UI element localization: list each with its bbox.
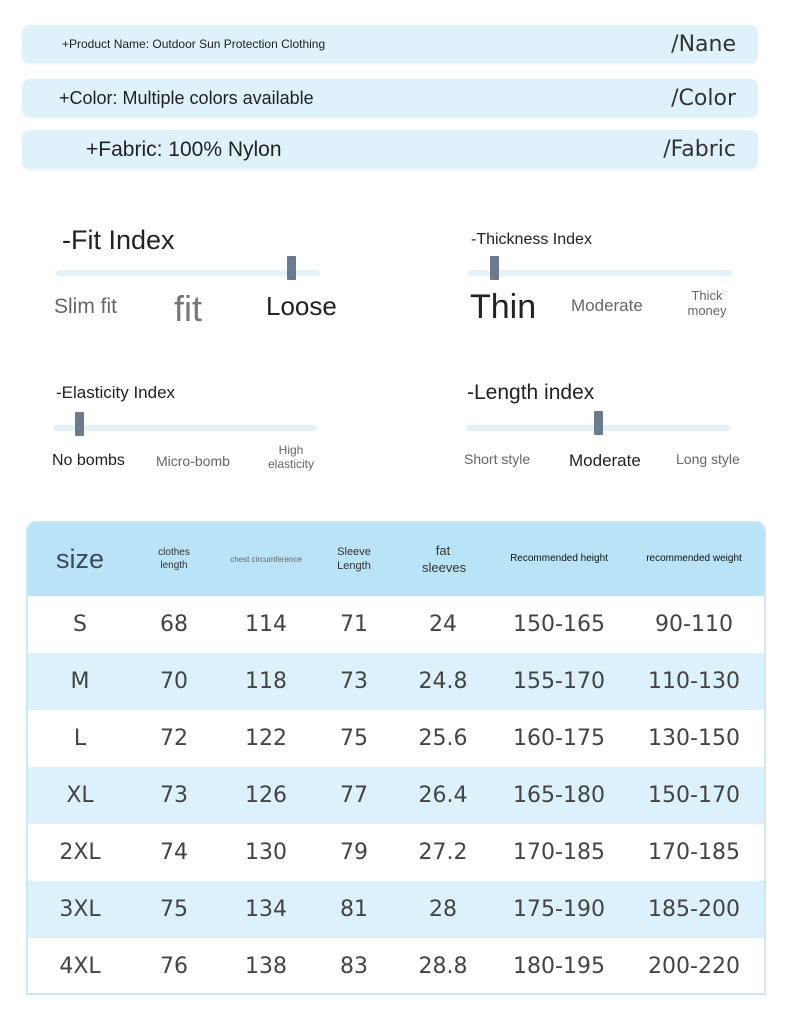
table-row [28, 938, 764, 995]
fit-option-loose: Loose [266, 291, 337, 321]
table-header-row [28, 523, 764, 596]
fabric-tag: /Fabric [663, 137, 736, 162]
cell-size: L [73, 726, 87, 751]
cell-clothes-length: 73 [160, 783, 188, 808]
cell-fat-sleeves: 28 [429, 897, 457, 922]
header-fat-sleeves: fat sleeves [422, 543, 467, 575]
thickness-index [467, 225, 747, 345]
cell-height: 150-165 [513, 612, 605, 637]
header-clothes-length: clothes length [158, 547, 190, 571]
cell-chest: 118 [245, 669, 287, 694]
elasticity-index-track [53, 425, 317, 431]
fabric-bar [22, 130, 758, 169]
fit-index [54, 225, 337, 345]
elasticity-option-micro: Micro-bomb [156, 453, 230, 469]
length-option-moderate: Moderate [569, 451, 641, 470]
cell-size: 2XL [59, 840, 101, 865]
thickness-option-thick: Thick money [687, 288, 727, 318]
elasticity-index-knob [75, 412, 84, 436]
color-label: +Color: Multiple colors available [59, 87, 314, 108]
table-row [28, 653, 764, 710]
cell-sleeve-length: 81 [340, 897, 368, 922]
thickness-index-knob [490, 256, 499, 280]
thickness-index-track [468, 270, 732, 276]
cell-size: 4XL [59, 954, 101, 979]
length-option-long: Long style [676, 451, 740, 467]
header-size: size [55, 543, 104, 574]
cell-fat-sleeves: 26.4 [418, 783, 468, 808]
table-row [28, 596, 764, 653]
cell-chest: 138 [245, 954, 287, 979]
cell-height: 160-175 [513, 726, 605, 751]
cell-weight: 150-170 [648, 783, 740, 808]
table-row [28, 881, 764, 938]
cell-weight: 90-110 [655, 612, 733, 637]
cell-weight: 200-220 [648, 954, 740, 979]
cell-chest: 126 [245, 783, 287, 808]
thickness-index-title: -Thickness Index [471, 231, 592, 248]
length-index-title: -Length index [467, 381, 595, 404]
cell-chest: 134 [245, 897, 287, 922]
cell-fat-sleeves: 25.6 [418, 726, 468, 751]
size-chart [26, 521, 766, 995]
fit-index-track [56, 270, 320, 276]
cell-fat-sleeves: 24.8 [418, 669, 468, 694]
cell-height: 155-170 [513, 669, 605, 694]
elasticity-option-none: No bombs [52, 452, 125, 469]
cell-weight: 185-200 [648, 897, 740, 922]
fit-index-title: -Fit Index [62, 225, 175, 255]
header-recommended-weight: recommended weight [646, 553, 742, 565]
cell-weight: 170-185 [648, 840, 740, 865]
cell-clothes-length: 70 [160, 669, 188, 694]
cell-fat-sleeves: 28.8 [418, 954, 468, 979]
table-row [28, 710, 764, 767]
header-chest: chest circumference [230, 554, 302, 564]
cell-clothes-length: 74 [160, 840, 188, 865]
cell-clothes-length: 75 [160, 897, 188, 922]
elasticity-index [52, 383, 332, 503]
cell-chest: 114 [245, 612, 287, 637]
cell-height: 170-185 [513, 840, 605, 865]
product-name-tag: /Nane [671, 31, 736, 57]
size-table [28, 523, 764, 995]
table-row [28, 767, 764, 824]
cell-weight: 130-150 [648, 726, 740, 751]
thickness-option-moderate: Moderate [571, 296, 643, 315]
cell-size: 3XL [59, 897, 101, 922]
fabric-label: +Fabric: 100% Nylon [86, 137, 282, 161]
cell-clothes-length: 76 [160, 954, 188, 979]
cell-sleeve-length: 83 [340, 954, 368, 979]
cell-size: XL [66, 783, 94, 808]
cell-chest: 130 [245, 840, 287, 865]
cell-clothes-length: 72 [160, 726, 188, 751]
size-table-body [28, 596, 764, 995]
cell-weight: 110-130 [648, 669, 740, 694]
fit-option-slim: Slim fit [54, 295, 117, 318]
cell-sleeve-length: 77 [340, 783, 368, 808]
color-tag: /Color [671, 85, 736, 111]
cell-clothes-length: 68 [160, 612, 188, 637]
table-row [28, 824, 764, 881]
fit-option-fit: fit [174, 288, 203, 329]
product-name-label: +Product Name: Outdoor Sun Protection Clothing [62, 37, 326, 51]
product-name-bar [22, 25, 758, 63]
thickness-option-thin: Thin [470, 288, 537, 326]
cell-chest: 122 [245, 726, 287, 751]
cell-sleeve-length: 79 [340, 840, 368, 865]
header-sleeve-length: Sleeve Length [337, 545, 371, 572]
color-bar [22, 79, 758, 117]
cell-height: 165-180 [513, 783, 605, 808]
cell-sleeve-length: 75 [340, 726, 368, 751]
cell-sleeve-length: 71 [340, 612, 368, 637]
cell-sleeve-length: 73 [340, 669, 368, 694]
cell-fat-sleeves: 24 [429, 612, 457, 637]
header-recommended-height: Recommended height [510, 553, 608, 565]
fit-index-knob [287, 256, 296, 280]
cell-fat-sleeves: 27.2 [418, 840, 468, 865]
cell-height: 180-195 [513, 954, 605, 979]
length-index-knob [594, 411, 603, 435]
elasticity-index-title: -Elasticity Index [56, 383, 176, 402]
cell-height: 175-190 [513, 897, 605, 922]
length-index [464, 381, 744, 501]
cell-size: S [73, 612, 87, 637]
length-option-short: Short style [464, 451, 531, 467]
cell-size: M [70, 669, 90, 694]
elasticity-option-high: High elasticity [267, 443, 314, 471]
